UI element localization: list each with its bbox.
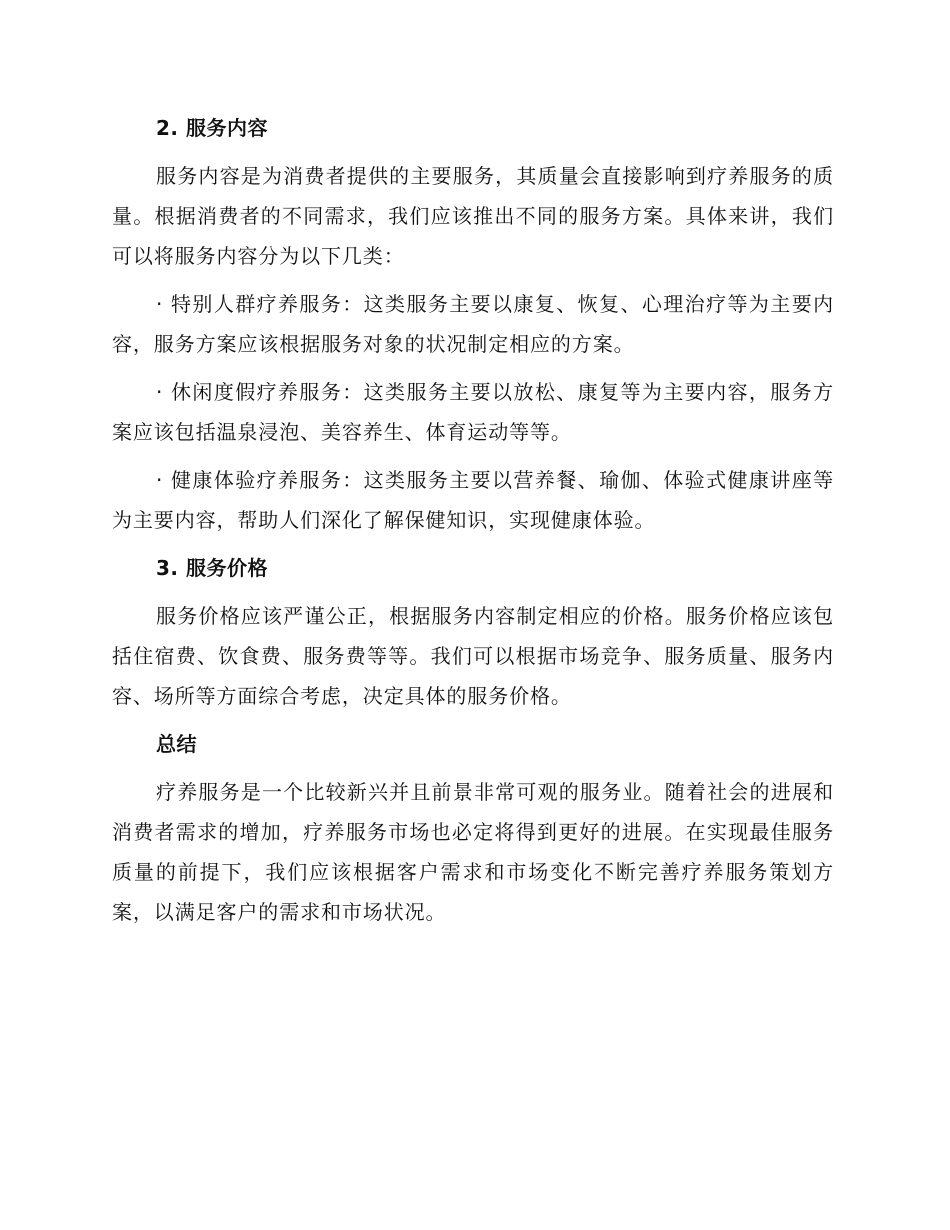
section-heading-service-content: 2. 服务内容 — [156, 116, 268, 140]
document-body — [112, 108, 834, 940]
list-item-special-groups: · 特别人群疗养服务：这类服务主要以康复、恢复、心理治疗等为主要内容，服务方案应该根据服务对象的状况制定相应的方案。 — [112, 292, 834, 356]
list-item-health-experience: · 健康体验疗养服务：这类服务主要以营养餐、瑜伽、体验式健康讲座等为主要内容，帮助人们深化了解保健知识，实现健康体验。 — [112, 468, 834, 532]
section-heading-summary: 总结 — [156, 732, 197, 756]
paragraph-summary: 疗养服务是一个比较新兴并且前景非常可观的服务业。随着社会的进展和消费者需求的增加，疗养服务市场也必定将得到更好的进展。在实现最佳服务质量的前提下，我们应该根据客户需求和市场变化不断完善疗养服务策划方案，以满足客户的需求和市场状况。 — [112, 780, 834, 924]
paragraph-service-price: 服务价格应该严谨公正，根据服务内容制定相应的价格。服务价格应该包括住宿费、饮食费、服务费等等。我们可以根据市场竞争、服务质量、服务内容、场所等方面综合考虑，决定具体的服务价格。 — [112, 604, 834, 708]
list-item-leisure-vacation: · 休闲度假疗养服务：这类服务主要以放松、康复等为主要内容，服务方案应该包括温泉浸泡、美容养生、体育运动等等。 — [112, 380, 834, 444]
section-heading-service-price: 3. 服务价格 — [156, 556, 268, 580]
paragraph-service-content-intro: 服务内容是为消费者提供的主要服务，其质量会直接影响到疗养服务的质量。根据消费者的不同需求，我们应该推出不同的服务方案。具体来讲，我们可以将服务内容分为以下几类： — [112, 164, 834, 268]
